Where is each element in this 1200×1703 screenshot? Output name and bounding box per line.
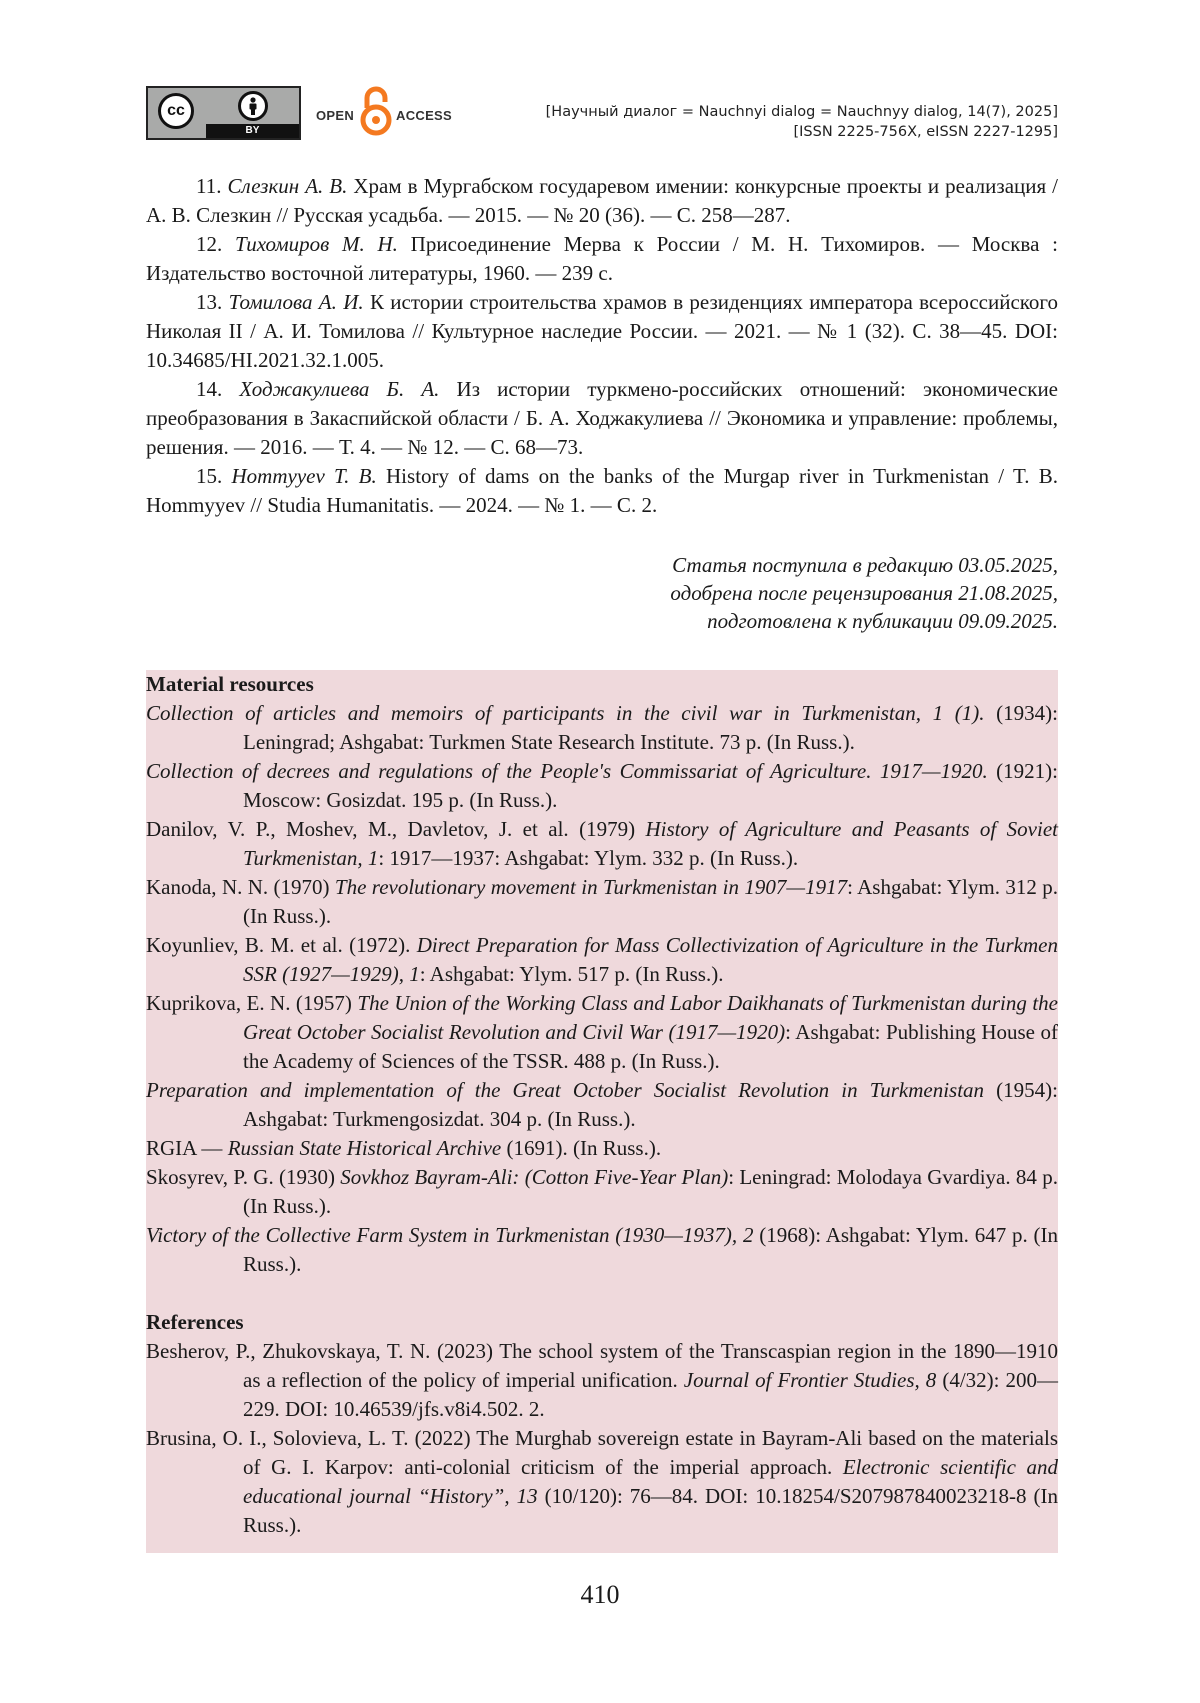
cc-by-license-badge[interactable] <box>146 86 301 140</box>
journal-title-line: [Научный диалог = Nauchnyi dialog = Nauchnyy dialog, 14(7), 2025] <box>545 104 1058 120</box>
material-entry: Kuprikova, E. N. (1957) The Union of the Working Class and Labor Daikhanats of Turkmenistan during the Great October Socialist Revolution and Civil War (1917—1920): Ashgabat: Publishing House of the Academy of Sciences of the TSSR. 488 p. (In Russ.). <box>146 991 1058 1073</box>
cc-icon: cc <box>158 93 194 129</box>
attribution-icon <box>238 91 268 121</box>
journal-issn-line: [ISSN 2225-756X, eISSN 2227-1295] <box>793 124 1058 140</box>
material-resources-heading: Material resources <box>146 672 314 696</box>
journal-citation <box>546 102 1058 142</box>
by-label: BY <box>206 124 299 138</box>
open-lock-icon <box>359 86 393 138</box>
approved-date: одобрена после рецензирования 21.08.2025, <box>670 581 1058 605</box>
material-entry: Preparation and implementation of the Great October Socialist Revolution in Turkmenistan (1954): Ashgabat: Turkmengosizdat. 304 p. (In Russ.). <box>146 1078 1058 1131</box>
material-entry: Kanoda, N. N. (1970) The revolutionary movement in Turkmenistan in 1907—1917: Ashgabat: Ylym. 312 p. (In Russ.). <box>146 875 1058 928</box>
open-access-logo <box>316 86 466 140</box>
reference-author: Тихомиров М. Н. <box>235 232 398 256</box>
material-entry: RGIA — Russian State Historical Archive (1691). (In Russ.). <box>146 1136 662 1160</box>
reference-item: 14. Ходжакулиева Б. А. Из истории туркмено-российских отношений: экономические преобразования в Закаспийской области / Б. А. Ходжакулиева // Экономика и управление: проблемы, решения. — 2016. — Т. 4. — № 12. — С. 68—73. <box>146 377 1059 459</box>
material-entry: Skosyrev, P. G. (1930) Sovkhoz Bayram-Ali: (Cotton Five-Year Plan): Leningrad: Molodaya Gvardiya. 84 p. (In Russ.). <box>146 1165 1058 1218</box>
page-number: 410 <box>580 1580 620 1609</box>
material-entry: Collection of articles and memoirs of participants in the civil war in Turkmenistan, 1 (1). (1934): Leningrad; Ashgabat: Turkmen State Research Institute. 73 p. (In Russ.). <box>146 701 1058 754</box>
material-entry: Danilov, V. P., Moshev, M., Davletov, J. et al. (1979) History of Agriculture and Peasants of Soviet Turkmenistan, 1: 1917—1937: Ashgabat: Ylym. 332 p. (In Russ.). <box>146 817 1058 870</box>
reference-item: 15. Hommyyev T. B. History of dams on the banks of the Murgap river in Turkmenistan / T. B. Hommyyev // Studia Humanitatis. — 2024. — № 1. — С. 2. <box>146 464 1059 517</box>
reference-author: Hommyyev T. B. <box>231 464 377 488</box>
open-access-left-text: OPEN <box>316 108 355 123</box>
reference-item: 12. Тихомиров М. Н. Присоединение Мерва к России / М. Н. Тихомиров. — Москва : Издательство восточной литературы, 1960. — 239 с. <box>146 232 1058 285</box>
reference-author: Слезкин А. В. <box>227 174 348 198</box>
material-entry: Koyunliev, B. M. et al. (1972). Direct Preparation for Mass Collectivization of Agriculture in the Turkmen SSR (1927—1929), 1: Ashgabat: Ylym. 517 p. (In Russ.). <box>146 933 1058 986</box>
russian-references-list <box>146 172 1058 520</box>
reference-entry: Besherov, P., Zhukovskaya, T. N. (2023) The school system of the Transcaspian region in the 1890—1910 as a reflection of the policy of imperial unification. Journal of Frontier Studies, 8 (4/32): 200—229. DOI: 10.46539/jfs.v8i4.502. 2. <box>146 1339 1059 1421</box>
material-entry: Victory of the Collective Farm System in Turkmenistan (1930—1937), 2 (1968): Ashgabat: Ylym. 647 p. (In Russ.). <box>146 1223 1059 1276</box>
reference-entry: Brusina, O. I., Solovieva, L. T. (2022) The Murghab sovereign estate in Bayram-Ali based on the materials of G. I. Karpov: anti-colonial criticism of the imperial approach. Electronic scientific and educational journal “History”, 13 (10/120): 76—84. DOI: 10.18254/S207987840023218-8 (In Russ.). <box>146 1426 1058 1537</box>
reference-author: Томилова А. И. <box>228 290 364 314</box>
material-entry: Collection of decrees and regulations of the People's Commissariat of Agriculture. 1917—1920. (1921): Moscow: Gosizdat. 195 p. (In Russ.). <box>146 759 1058 812</box>
reference-author: Ходжакулиева Б. А. <box>239 377 440 401</box>
article-dates <box>146 551 1058 635</box>
received-date: Статья поступила в редакцию 03.05.2025, <box>672 553 1058 577</box>
english-references-block <box>146 670 1058 1553</box>
reference-item: 11. Слезкин А. В. Храм в Мургабском государевом имении: конкурсные проекты и реализация / А. В. Слезкин // Русская усадьба. — 2015. — № 20 (36). — С. 258—287. <box>146 174 1059 227</box>
reference-item: 13. Томилова А. И. К истории строительства храмов в резиденциях императора всероссийского Николая II / А. И. Томилова // Культурное наследие России. — 2021. — № 1 (32). С. 38—45. DOI: 10.34685/HI.2021.32.1.005. <box>146 290 1059 372</box>
page-header <box>146 86 1058 140</box>
references-heading: References <box>146 1310 244 1334</box>
prepared-date: подготовлена к публикации 09.09.2025. <box>707 609 1058 633</box>
open-access-right-text: ACCESS <box>396 108 452 123</box>
